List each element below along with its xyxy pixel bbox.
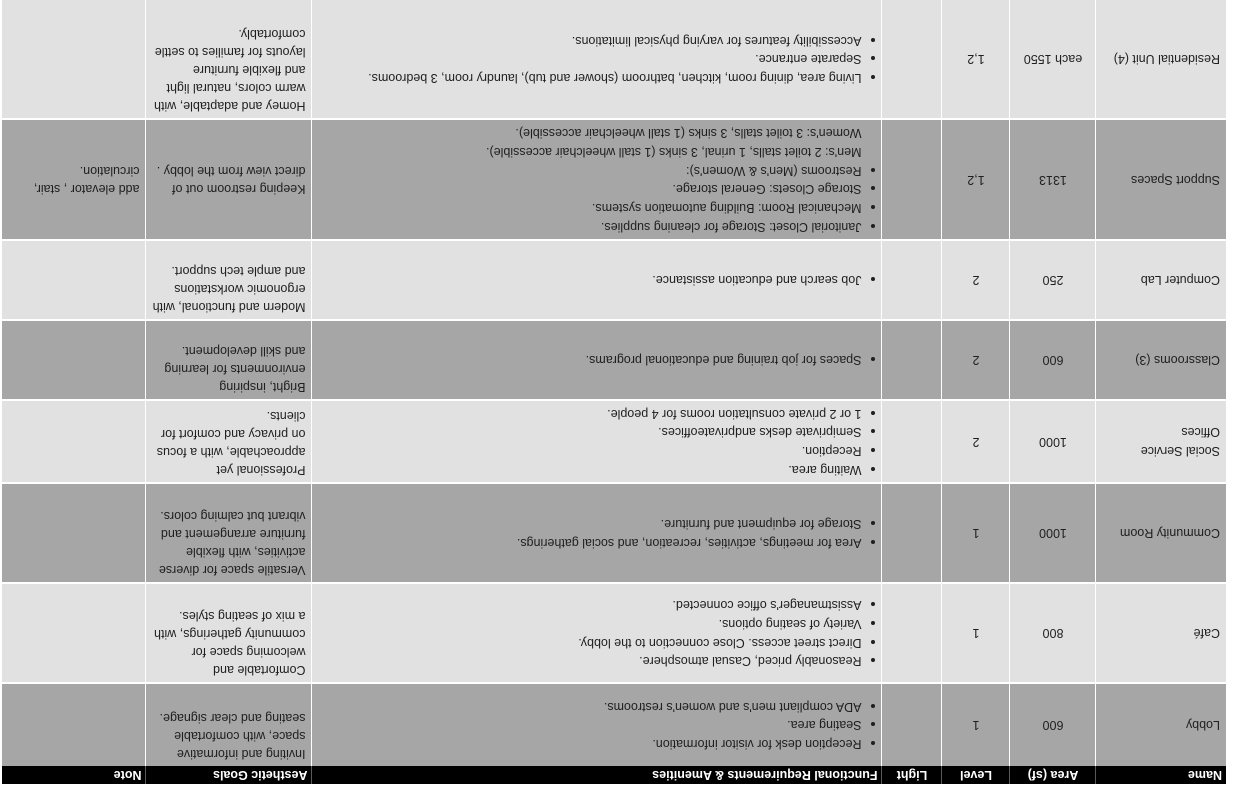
table-row bbox=[2, 583, 1226, 683]
cell-area: 1313 bbox=[1010, 120, 1096, 241]
list-item: • ADA compliant men's and women's restrooms. bbox=[319, 697, 862, 716]
cell-functional bbox=[312, 583, 882, 683]
cell-aesthetic: Keeping restroom out of direct view from the lobby . bbox=[146, 120, 312, 241]
cell-area: 1000 bbox=[1010, 483, 1096, 583]
cell-light bbox=[882, 583, 942, 683]
cell-area: 800 bbox=[1010, 583, 1096, 683]
cell-level: 1 bbox=[942, 483, 1010, 583]
cell-light bbox=[882, 320, 942, 400]
cell-light bbox=[882, 120, 942, 241]
list-item: • Area for meetings, activities, recreation, and social gatherings. bbox=[319, 533, 862, 552]
cell-name: Café bbox=[1096, 583, 1226, 683]
cell-name: Social Service Offices bbox=[1096, 400, 1226, 483]
cell-light bbox=[882, 240, 942, 320]
cell-aesthetic: Comfortable and welcoming space for community gatherings, with a mix of seating styles. bbox=[146, 583, 312, 683]
cell-functional bbox=[312, 120, 882, 241]
cell-aesthetic: Versatile space for diverse activities, with flexible furniture arrangement and vibrant but calming colors. bbox=[146, 483, 312, 583]
header-light: Light bbox=[882, 766, 942, 784]
header-note: Note bbox=[2, 766, 146, 784]
table-row bbox=[2, 683, 1226, 766]
list-item: • Storage for equipment and furniture. bbox=[319, 514, 862, 533]
cell-name: Classrooms (3) bbox=[1096, 320, 1226, 400]
cell-functional bbox=[312, 483, 882, 583]
cell-note bbox=[2, 583, 146, 683]
cell-name: Lobby bbox=[1096, 683, 1226, 766]
list-subitem: Women's: 3 toilet stalls, 3 sinks (1 stall wheelchair accessible). bbox=[515, 126, 862, 141]
list-item: • Variety of seating options. bbox=[319, 614, 862, 633]
cell-name: Computer Lab bbox=[1096, 240, 1226, 320]
cell-area: 250 bbox=[1010, 240, 1096, 320]
list-item: • Waiting area. bbox=[319, 460, 862, 479]
list-item: • Restrooms (Men's & Women's): bbox=[319, 161, 862, 180]
list-item: • Semiprivate desks andprivateoffices. bbox=[319, 423, 862, 442]
list-item: • Job search and education assistance. bbox=[319, 271, 862, 290]
cell-note: add elevator , stair, circulation. bbox=[2, 120, 146, 241]
cell-functional bbox=[312, 400, 882, 483]
cell-light bbox=[882, 400, 942, 483]
cell-level: 2 bbox=[942, 320, 1010, 400]
table-row bbox=[2, 120, 1226, 241]
cell-light bbox=[882, 683, 942, 766]
list-item: • Mechanical Room: Building automation systems. bbox=[319, 199, 862, 218]
cell-aesthetic: Inviting and informative space, with comfortable seating and clear signage. bbox=[146, 683, 312, 766]
cell-note bbox=[2, 240, 146, 320]
list-item: • Reception desk for visitor information. bbox=[319, 734, 862, 753]
list-item: • 1 or 2 private consultation rooms for 4 people. bbox=[319, 404, 862, 423]
list-item: • Reasonably priced, Casual atmosphere. bbox=[319, 652, 862, 671]
cell-light bbox=[882, 0, 942, 120]
cell-functional bbox=[312, 240, 882, 320]
header-row bbox=[2, 766, 1226, 784]
table-row bbox=[2, 400, 1226, 483]
cell-aesthetic: Professional yet approachable, with a focus on privacy and comfort for clients. bbox=[146, 400, 312, 483]
cell-functional bbox=[312, 0, 882, 120]
list-item: • Janitorial Closet: Storage for cleaning supplies. bbox=[319, 217, 862, 236]
cell-level: 1,2 bbox=[942, 120, 1010, 241]
cell-level: 1 bbox=[942, 683, 1010, 766]
list-item: • Separate entrance. bbox=[319, 50, 862, 69]
list-item: • Living area, dining room, kitchen, bathroom (shower and tub), laundry room, 3 bedrooms. bbox=[319, 68, 862, 87]
list-item: • Reception. bbox=[319, 442, 862, 461]
table-row bbox=[2, 240, 1226, 320]
cell-name: Residential Unit (4) bbox=[1096, 0, 1226, 120]
cell-level: 1,2 bbox=[942, 0, 1010, 120]
cell-aesthetic: Bright, inspiring environments for learning and skill development. bbox=[146, 320, 312, 400]
cell-note bbox=[2, 683, 146, 766]
cell-aesthetic: Modern and functional, with ergonomic workstations and ample tech support. bbox=[146, 240, 312, 320]
cell-name: Community Room bbox=[1096, 483, 1226, 583]
cell-level: 2 bbox=[942, 240, 1010, 320]
cell-area: each 1550 bbox=[1010, 0, 1096, 120]
list-subitem: Men's: 2 toilet stalls, 1 urinal, 3 sinks (1 stall wheelchair accessible). bbox=[486, 145, 862, 159]
space-program-table bbox=[2, 0, 1226, 784]
table-row bbox=[2, 0, 1226, 120]
cell-functional bbox=[312, 683, 882, 766]
table-row bbox=[2, 483, 1226, 583]
list-item: • Accessibility features for varying physical limitations. bbox=[319, 31, 862, 50]
table-row bbox=[2, 320, 1226, 400]
list-item: • Assistmanager's office connected. bbox=[319, 596, 862, 615]
cell-area: 1000 bbox=[1010, 400, 1096, 483]
cell-note bbox=[2, 0, 146, 120]
list-item: • Seating area. bbox=[319, 716, 862, 735]
cell-level: 2 bbox=[942, 400, 1010, 483]
cell-note bbox=[2, 483, 146, 583]
header-functional: Functional Requirements & Amenities bbox=[312, 766, 882, 784]
list-item: • Storage Closets: General storage. bbox=[319, 180, 862, 199]
cell-functional bbox=[312, 320, 882, 400]
cell-name: Support Spaces bbox=[1096, 120, 1226, 241]
cell-aesthetic: Homey and adaptable, with warm colors, natural light and flexible furniture layouts for families to settle comfortably. bbox=[146, 0, 312, 120]
header-level: Level bbox=[942, 766, 1010, 784]
cell-level: 1 bbox=[942, 583, 1010, 683]
header-name: Name bbox=[1096, 766, 1226, 784]
header-area: Area (sf) bbox=[1010, 766, 1096, 784]
cell-area: 600 bbox=[1010, 320, 1096, 400]
cell-light bbox=[882, 483, 942, 583]
list-item: • Direct street access. Close connection to the lobby. bbox=[319, 633, 862, 652]
cell-note bbox=[2, 400, 146, 483]
cell-area: 600 bbox=[1010, 683, 1096, 766]
cell-note bbox=[2, 320, 146, 400]
list-item: • Spaces for job training and educational programs. bbox=[319, 351, 862, 370]
header-aesthetic: Aesthetic Goals bbox=[146, 766, 312, 784]
